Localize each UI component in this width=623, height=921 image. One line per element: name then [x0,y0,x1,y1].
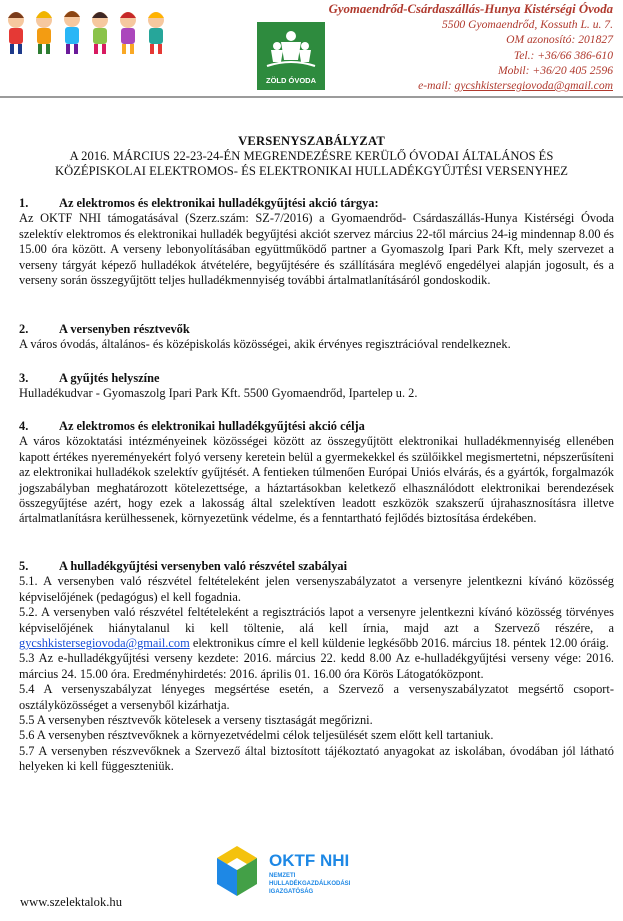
oktf-sub-2: HULLADÉKGAZDÁLKODÁSI [269,881,351,887]
section-number: 4. [19,419,29,433]
rule-5-2-text-b: elektronikus címre el kell küldenie legkésőbb 2016. március 18. péntek 12.00 óráig. [189,636,609,651]
phone: Tel.: +36/66 386-610 [513,48,613,62]
section-number: 1. [19,196,29,210]
section-heading [19,559,614,574]
email-link[interactable]: gycshkistersegiovoda@gmail.com [454,79,613,93]
section-heading [19,196,614,211]
section-4 [19,419,614,527]
section-3 [19,371,614,402]
oktf-sub-3: IGAZGATÓSÁG [269,889,314,895]
org-address: 5500 Gyomaendrőd, Kossuth L. u. 7. [441,18,613,32]
zold-ovoda-logo [257,22,325,90]
org-name: Gyomaendrőd-Csárdaszállás-Hunya Kistérségi Óvoda [328,2,613,16]
document-title: VERSENYSZABÁLYZAT [238,134,385,148]
section-heading [19,322,614,337]
header-divider [0,96,623,98]
oktf-title: OKTF NHI [269,851,350,870]
section-2 [19,322,614,353]
logo-emblem [257,22,325,90]
email-label: e-mail: [418,79,455,93]
section-body: A város óvodás, általános- és középiskolás közösségei, akik érvényes regisztrációval rendelkeznek. [19,337,511,352]
om-id: OM azonosító: 201827 [506,33,613,47]
section-title: A gyűjtés helyszíne [59,371,160,385]
section-title: Az elektromos és elektronikai hulladékgyűjtési akció tárgya: [59,196,379,210]
rule-5-6: 5.6 A versenyben résztvevőknek a környezetvédelmi célok teljesülését szem előtt kell tartaniuk. [19,728,494,743]
mobile: Mobil: +36/20 405 2596 [497,63,613,77]
contact-block [329,2,613,93]
rule-5-2-email-link[interactable]: gycshkistersegiovoda@gmail.com [19,636,190,651]
section-body: A város közoktatási intézményeinek közösségei között az összegyűjtött elektronikai hulladékmennyiség ellenében kapott értékes nyereményekért folyó verseny keretein belül a gyermekekkel és szülőikkel megismertetni, népszerűsíteni az elektronikai hulladékok szelektív gyűjtését. A fentieken túlmenően Európai Uniós elvárás, és a gyártók, forgalmazók jogszabályban meghatározott kötelezettsége, a háztartásokban keletkező elhasználódott elektronikai berendezések összegyűjtése azért, hogy ezek a lakosság által szelektíven leadott eszközök szakszerű újrahasznosításra illetve ártalmatlanításra kerülhessenek, környezetünk védelme, és a fenntartható fejlődés biztosítása érdekében. [19,434,614,526]
oktf-sub-1: NEMZETI [269,873,296,879]
section-heading [19,419,614,434]
title-line-2: A 2016. MÁRCIUS 22-23-24-ÉN MEGRENDEZÉSRE KERÜLŐ ÓVODAI ÁLTALÁNOS ÉS [69,149,554,163]
oktf-nhi-logo [207,842,407,904]
rule-5-3: 5.3 Az e-hulladékgyűjtési verseny kezdete: 2016. március 22. kedd 8.00 Az e-hulladékgyűjtési verseny vége: 2016. március 24. 15.00 óra. Eredményhirdetés: 2016. április 01. 16.00 óra Körös Látogatóközpont. [19,651,614,681]
section-5 [19,559,614,775]
title-line-3: KÖZÉPISKOLAI ELEKTROMOS- ÉS ELEKTRONIKAI HULLADÉKGYŰJTÉSI VERSENYHEZ [55,164,568,178]
rule-5-2-text-a: 5.2. A versenyben való részvétel feltételeként a regisztrációs lapot a versenyre jelentkezni kívánó közösség törvényes képviselőjének hiánytalanul ki kell töltenie, alá kell írnia, majd azt a Szervező részére, a [19,605,614,635]
section-title: A hulladékgyűjtési versenyben való részvétel szabályai [59,559,348,573]
section-title: Az elektromos és elektronikai hulladékgyűjtési akció célja [59,419,365,433]
section-body: Az OKTF NHI támogatásával (Szerz.szám: SZ-7/2016) a Gyomaendrőd- Csárdaszállás-Hunya Kistérségi Óvoda szelektív elektromos és elektronikai hulladék begyűjtési akciót szervez március 22-től március 24-ig mindennap 8.00 és 15.00 óra között. A verseny lebonyolításában együttműködő partner a Gyomaszolg Ipari Park Kft, mely szervezet a verseny tárgyát képező hulladékok átvételére, begyűjtésére és szállítására meglévő engedélyei alapján jogosult, és a verseny során összegyűjtött teljes hulladékmennyiség további ártalmatlanításáról gondoskodik. [19,211,614,288]
section-body: Hulladékudvar - Gyomaszolg Ipari Park Kft. 5500 Gyomaendrőd, Ipartelep u. 2. [19,386,418,401]
letterhead [0,0,623,112]
children-illustration [2,6,170,58]
section-number: 3. [19,371,29,385]
section-number: 5. [19,559,29,573]
footer-url[interactable]: www.szelektalok.hu [20,895,123,909]
rule-5-7: 5.7 A versenyben részvevőknek a Szervező által biztosított tájékoztató anyagokat az iskolában, óvodában jól látható helyeken ki kell függeszteniük. [19,743,614,774]
rule-5-4: 5.4 A versenyszabályzat lényeges megsértése esetén, a Szervező a versenyszabályzatot megsértő csoport-osztályközösséget a versenyből kizárhatja. [19,682,614,712]
rule-5-5: 5.5 A versenyben résztvevők kötelesek a verseny tisztaságát megőrizni. [19,713,373,728]
section-heading [19,371,614,386]
rule-5-2 [19,605,614,651]
section-1 [19,196,614,288]
oktf-emblem [207,842,407,904]
email-line [329,78,613,93]
logo-text: ZÖLD ÓVODA [266,76,316,85]
section-number: 2. [19,322,29,336]
section-title: A versenyben résztvevők [59,322,190,336]
rule-5-1: 5.1. A versenyben való részvétel feltételeként jelen versenyszabályzatot a versenyre jelentkezni kívánó közösség képviselőjének (pedagógus) el kell fogadnia. [19,574,614,604]
